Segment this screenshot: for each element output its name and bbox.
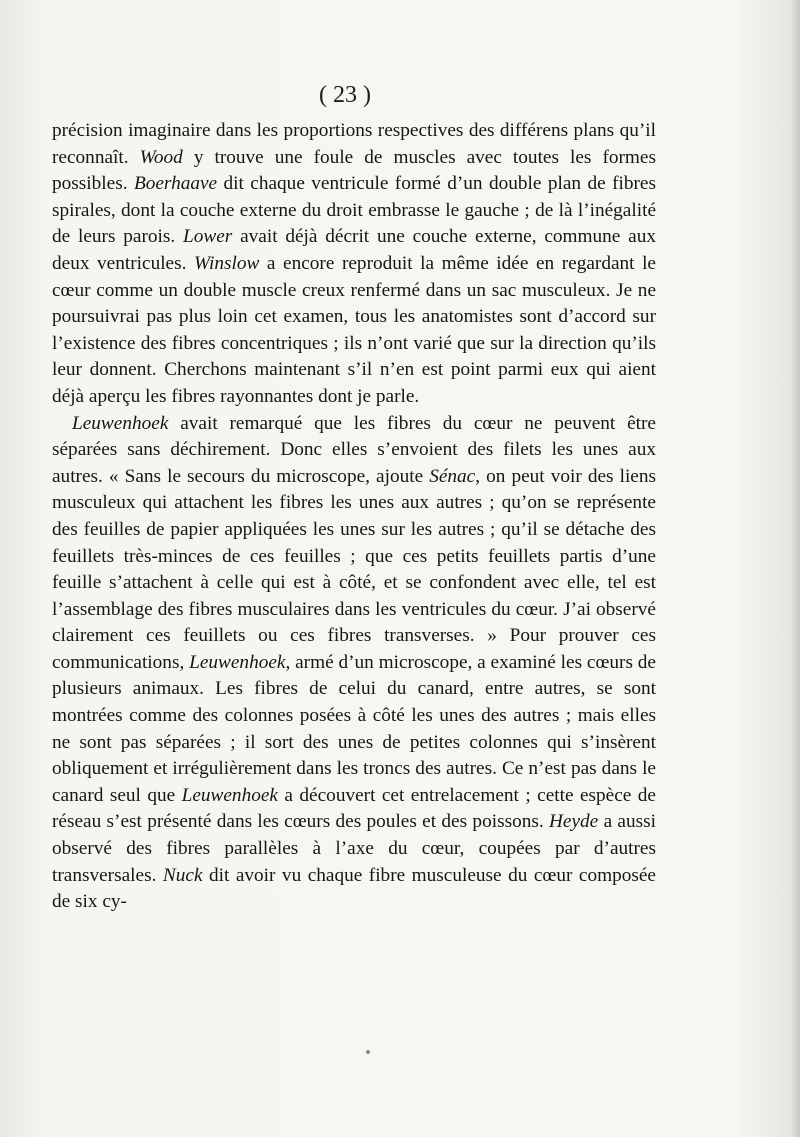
text-segment: dit avoir vu chaque fibre musculeuse du cœur composée de six cy-	[52, 864, 656, 913]
text-segment: avait déjà décrit une couche externe, commune aux deux ventricules.	[52, 226, 656, 274]
paragraph-2	[52, 411, 656, 916]
author-name: Wood	[139, 146, 183, 168]
author-name: Leuwenhoek	[181, 784, 278, 806]
body-text	[52, 118, 656, 916]
page-number: ( 23 )	[319, 82, 371, 108]
author-name: Heyde	[549, 811, 599, 833]
author-name: Nuck	[162, 864, 203, 886]
text-segment: a encore reproduit la même idée en regardant le cœur comme un double muscle creux renfermé dans un sac musculeux. Je ne poursuivrai pas plus loin cet examen, tous les anatomistes sont d’accord sur l’existence des fibres concentriques ; ils n’ont varié que sur la direction qu’ils leur donnent. Cherchons maintenant s’il n’en est point parmi eux qui aient déjà aperçu les fibres rayonnantes dont je parle.	[52, 252, 656, 407]
author-name: Leuwenhoek	[189, 651, 286, 673]
text-segment: , armé d’un microscope, a examiné les cœurs de plusieurs animaux. Les fibres de celui du canard, entre autres, se sont montrées comme des colonnes posées à côté les unes des autres ; mais elles ne sont pas séparées ; il sort des unes de petites colonnes qui s’insèrent obliquement et irrégulièrement dans les troncs des autres. Ce n’est pas dans le canard seul que	[52, 651, 656, 806]
author-name: Leuwenhoek	[72, 412, 169, 434]
text-segment: a découvert cet entrelacement ; cette espèce de réseau s’est présenté dans les cœurs des poules et des poissons.	[52, 784, 656, 833]
text-segment: avait remarqué que les fibres du cœur ne peuvent être séparées sans déchirement. Donc elles s’envoient des filets les unes aux autres. « Sans le secours du microscope, ajoute	[52, 412, 656, 487]
text-segment: , on peut voir des liens musculeux qui attachent les fibres les unes aux autres ; qu’on se représente des feuilles de papier appliquées les unes sur les autres ; qu’il se détache des feuillets très-minces de ces feuilles ; que ces petits feuillets partis d’une feuille s’attachent à celle qui est à côté, et se confondent avec elle, tel est l’assemblage des fibres musculaires dans les ventricules du cœur. J’ai observé clairement ces feuillets ou ces fibres transverses. » Pour prouver ces communications,	[52, 465, 656, 673]
text-segment: précision imaginaire dans les proportions respectives des différens plans qu’il reconnaît.	[52, 120, 656, 168]
author-name: Lower	[183, 226, 233, 248]
author-name: Boerhaave	[133, 173, 218, 195]
paragraph-1	[52, 118, 656, 411]
text-segment: dit chaque ventricule formé d’un double plan de fibres spirales, dont la couche externe du droit embrasse le gauche ; de là l’inégalité de leurs parois.	[52, 173, 656, 248]
text-segment: a aussi observé des fibres parallèles à l’axe du cœur, coupées par d’autres transversales.	[52, 811, 656, 886]
page-edge-shadow	[790, 0, 800, 1137]
author-name: Sénac	[429, 465, 476, 487]
text-segment: y trouve une foule de muscles avec toutes les formes possibles.	[52, 146, 656, 195]
paper-speck	[366, 1050, 370, 1054]
author-name: Winslow	[194, 252, 260, 274]
